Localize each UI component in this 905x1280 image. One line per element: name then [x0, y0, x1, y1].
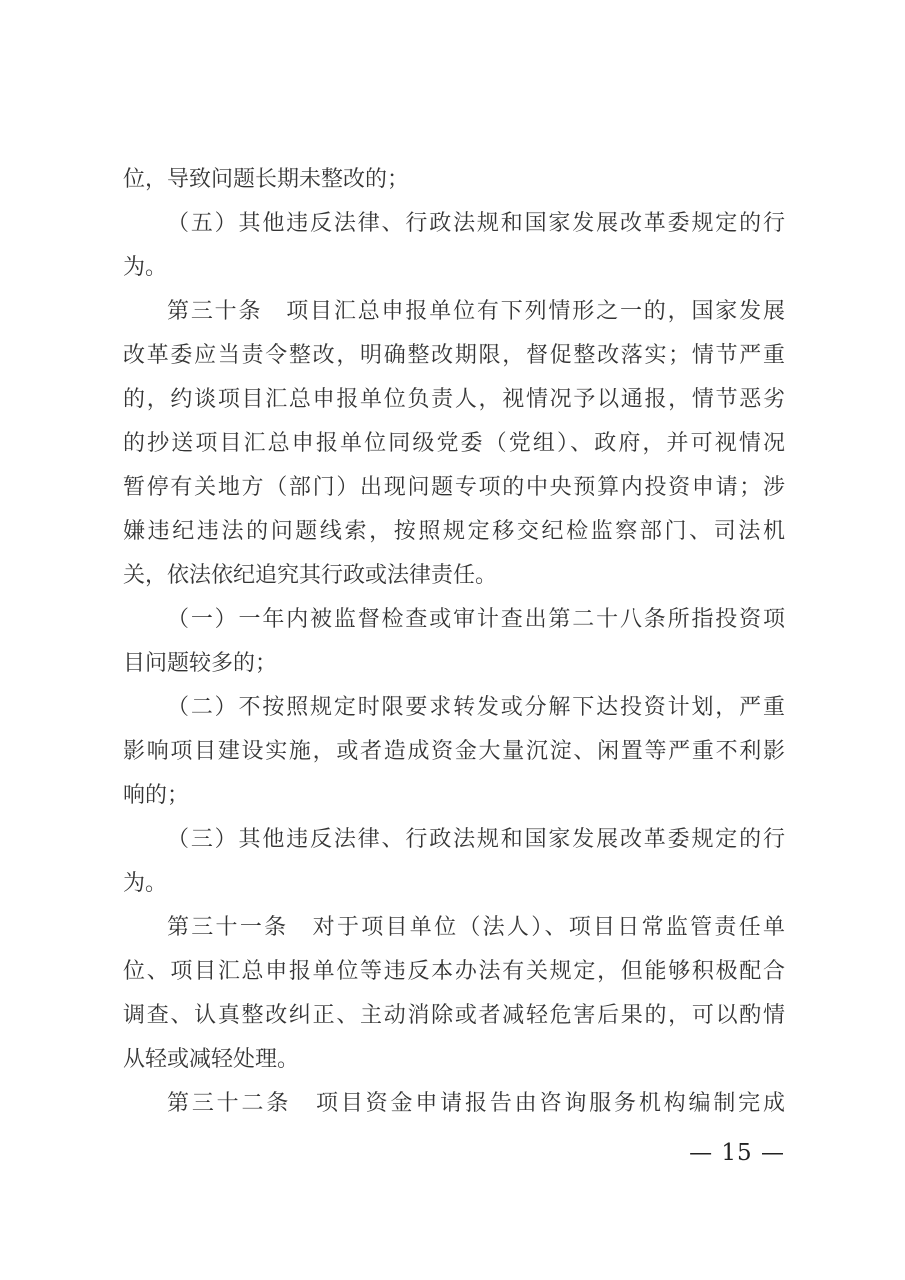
text-line: 目问题较多的； — [123, 651, 278, 676]
text-line: （二）不按照规定时限要求转发或分解下达投资计划，严重 — [167, 695, 785, 720]
text-line: 响的； — [123, 783, 190, 808]
text-line: 关，依法依纪追究其行政或法律责任。 — [123, 563, 498, 588]
text-line: （三）其他违反法律、行政法规和国家发展改革委规定的行 — [167, 827, 785, 852]
text-line-article-31: 第三十一条 对于项目单位（法人）、项目日常监管责任单 — [167, 915, 785, 940]
text-line: 为。 — [123, 871, 168, 896]
text-line: 改革委应当责令整改，明确整改期限，督促整改落实；情节严重 — [123, 343, 785, 368]
text-line-article-30: 第三十条 项目汇总申报单位有下列情形之一的，国家发展 — [167, 299, 785, 324]
text-line: 调查、认真整改纠正、主动消除或者减轻危害后果的，可以酌情 — [123, 1003, 785, 1028]
text-line: 从轻或减轻处理。 — [123, 1047, 300, 1072]
text-line: （一）一年内被监督检查或审计查出第二十八条所指投资项 — [167, 607, 785, 632]
text-line: 位，导致问题长期未整改的； — [123, 167, 410, 192]
text-line: 嫌违纪违法的问题线索，按照规定移交纪检监察部门、司法机 — [123, 519, 785, 544]
text-line: 影响项目建设实施，或者造成资金大量沉淀、闲置等严重不利影 — [123, 739, 785, 764]
text-line: （五）其他违反法律、行政法规和国家发展改革委规定的行 — [167, 211, 785, 236]
text-line: 的，约谈项目汇总申报单位负责人，视情况予以通报，情节恶劣 — [123, 387, 785, 412]
text-line: 暂停有关地方（部门）出现问题专项的中央预算内投资申请；涉 — [123, 475, 785, 500]
text-line: 的抄送项目汇总申报单位同级党委（党组）、政府，并可视情况 — [123, 431, 785, 456]
page-number: — 15 — — [689, 1140, 785, 1166]
document-body — [123, 158, 785, 1126]
text-line: 为。 — [123, 255, 168, 280]
text-line-article-32: 第三十二条 项目资金申请报告由咨询服务机构编制完成 — [167, 1091, 785, 1116]
text-line: 位、项目汇总申报单位等违反本办法有关规定，但能够积极配合 — [123, 959, 785, 984]
